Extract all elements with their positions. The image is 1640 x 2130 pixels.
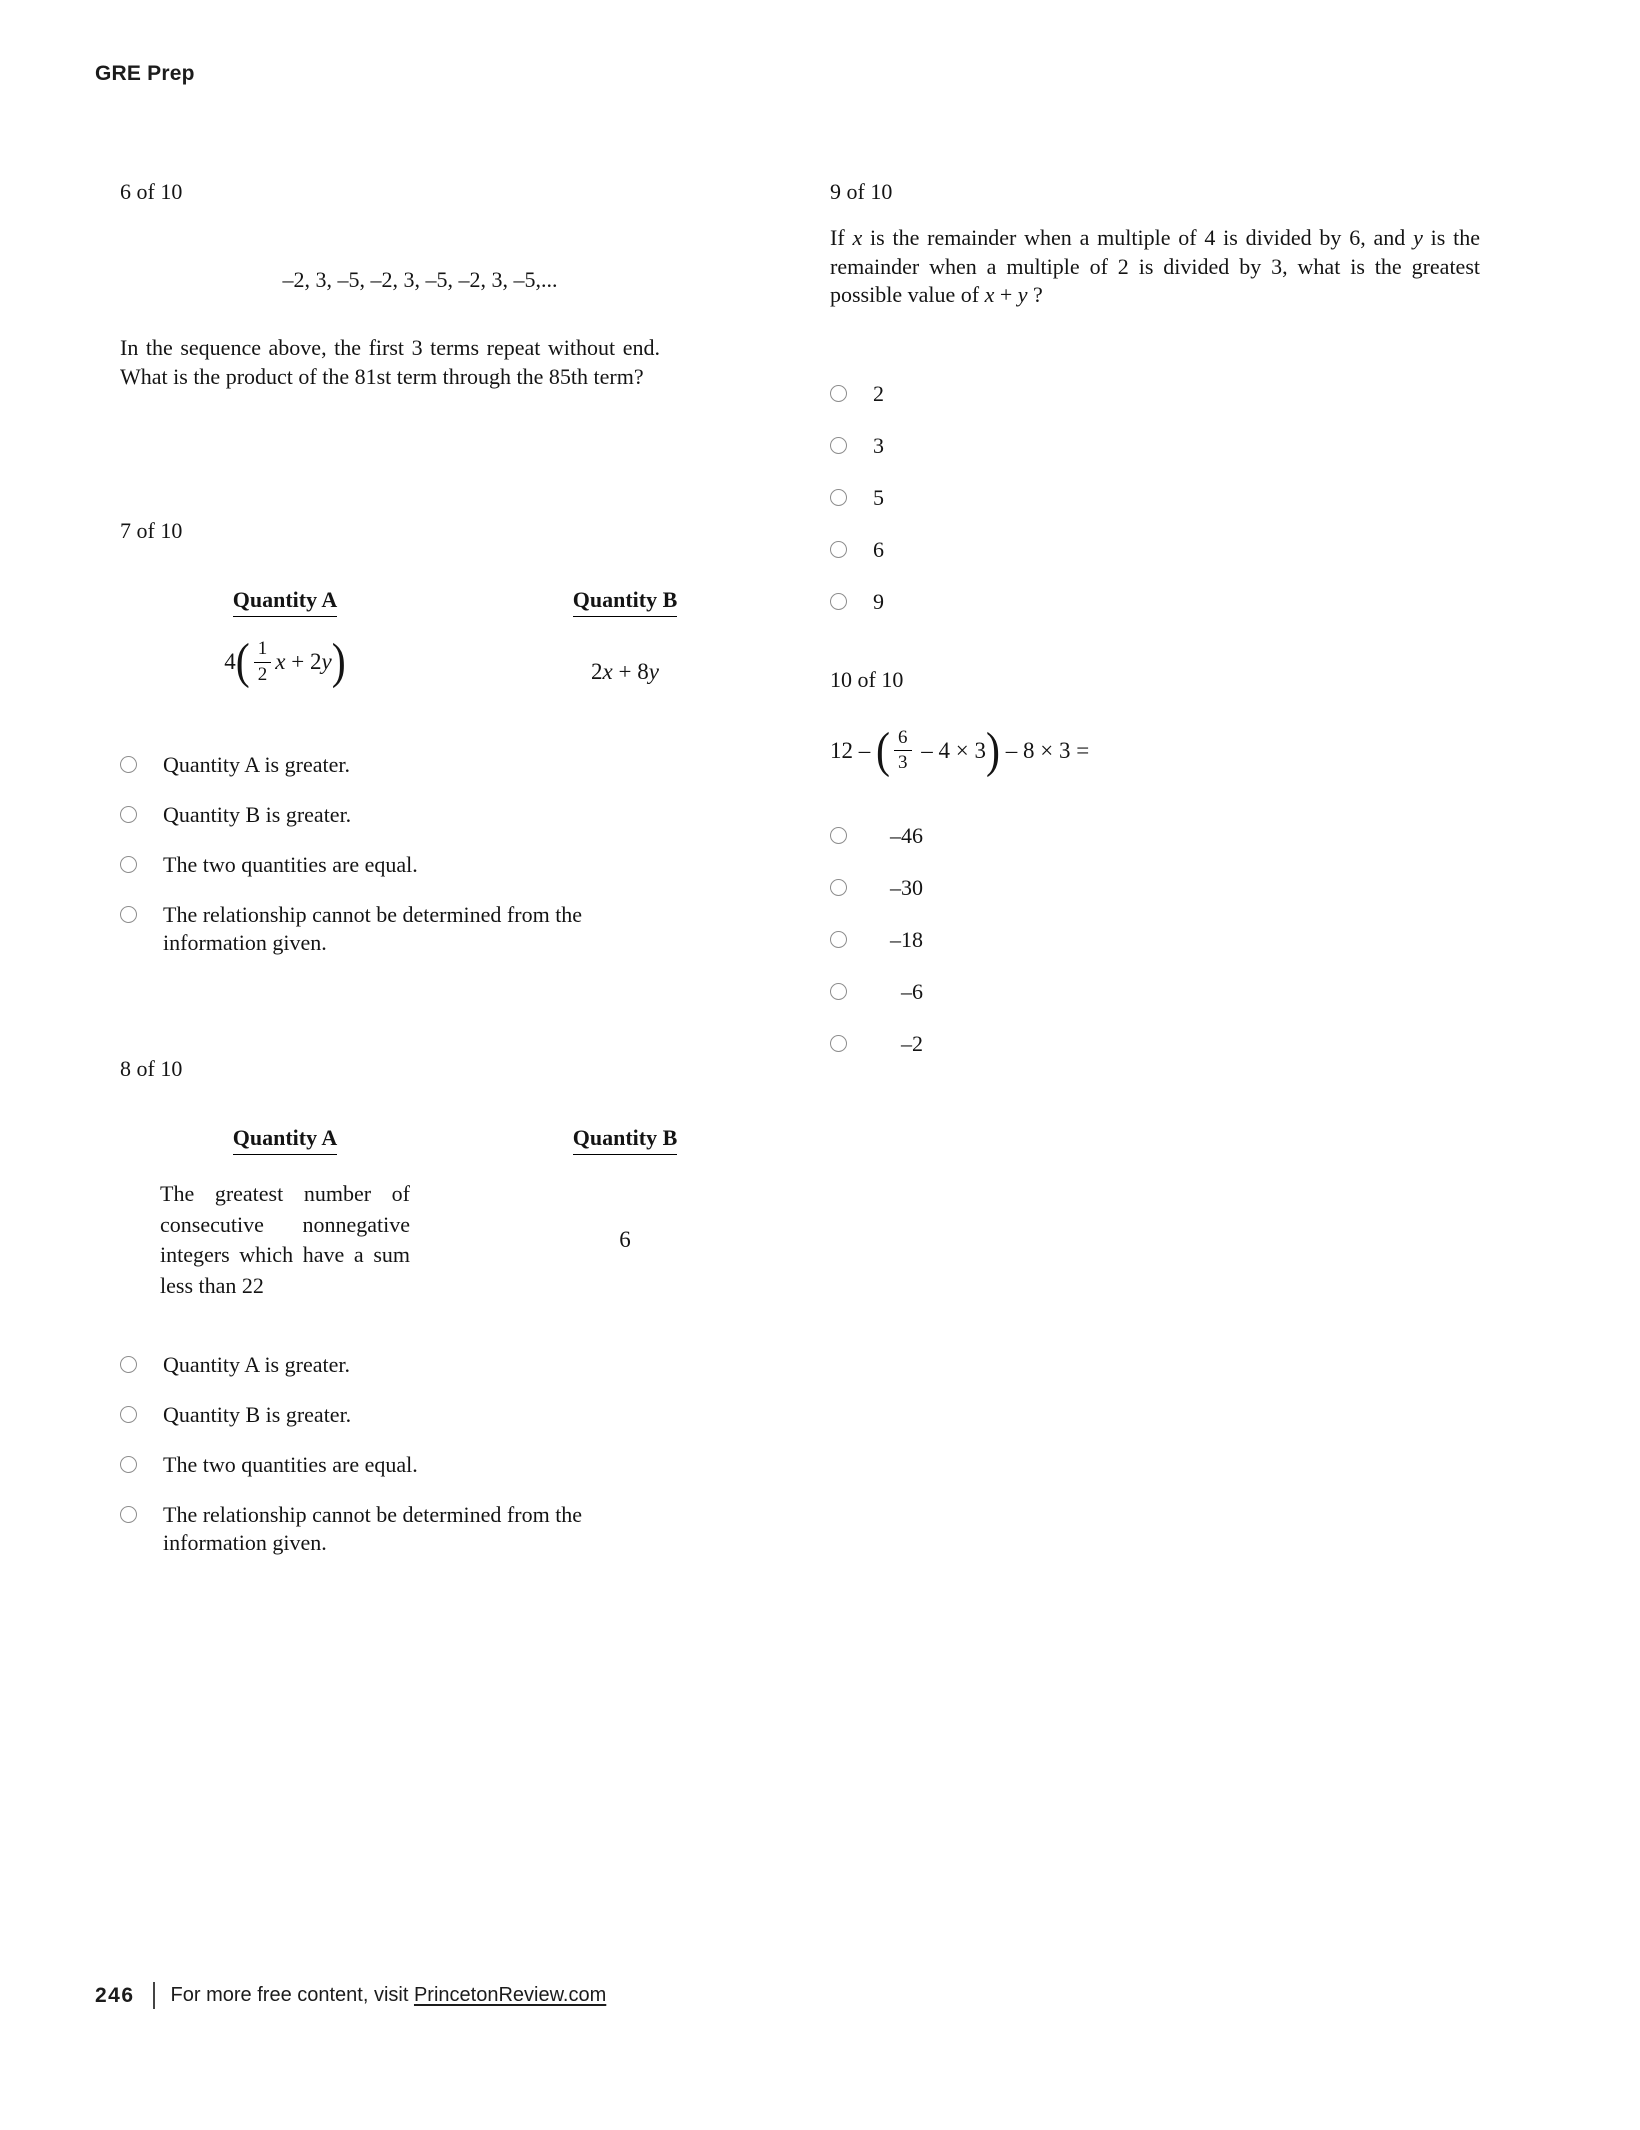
math-variable: y bbox=[1413, 225, 1423, 250]
quantity-a-column bbox=[120, 634, 450, 690]
close-paren: ) bbox=[985, 723, 1000, 778]
radio-button[interactable] bbox=[830, 385, 847, 402]
quantity-b-value: 6 bbox=[619, 1227, 631, 1253]
option-label: –18 bbox=[890, 926, 923, 952]
prompt-text: is the remainder when a multiple of 4 is divided by 6, and bbox=[862, 225, 1414, 250]
radio-button[interactable] bbox=[830, 541, 847, 558]
answer-option bbox=[830, 432, 1490, 460]
radio-button[interactable] bbox=[120, 856, 137, 873]
option-label: The two quantities are equal. bbox=[163, 852, 418, 878]
math-variable: x bbox=[984, 282, 995, 307]
page-footer bbox=[95, 1982, 606, 2009]
answer-option bbox=[120, 751, 775, 779]
answer-option bbox=[830, 926, 1490, 954]
radio-button[interactable] bbox=[120, 756, 137, 773]
radio-button[interactable] bbox=[120, 906, 137, 923]
answer-option bbox=[120, 1401, 775, 1429]
answer-option bbox=[830, 380, 1490, 408]
quantity-b-header: Quantity B bbox=[573, 587, 678, 617]
math-text: 12 – bbox=[830, 737, 876, 763]
answer-option bbox=[120, 1451, 775, 1479]
radio-button[interactable] bbox=[830, 593, 847, 610]
radio-button[interactable] bbox=[830, 931, 847, 948]
question-9-section bbox=[830, 178, 1490, 616]
radio-button[interactable] bbox=[830, 437, 847, 454]
option-label: –30 bbox=[890, 874, 923, 900]
footer-link[interactable]: PrincetonReview.com bbox=[413, 1984, 607, 2006]
answer-option bbox=[830, 484, 1490, 512]
math-variable: x bbox=[602, 659, 613, 684]
math-text: + 2 bbox=[285, 649, 322, 675]
math-text: – 8 × 3 = bbox=[999, 737, 1090, 763]
fraction-numerator: 6 bbox=[894, 728, 912, 752]
quantity-a-text: The greatest number of consecutive nonnegative integers which have a sum less than 22 bbox=[160, 1181, 410, 1298]
math-variable: y bbox=[321, 649, 332, 675]
option-label: 6 bbox=[873, 536, 884, 562]
question-10-section bbox=[830, 666, 1490, 1058]
expression bbox=[830, 723, 1090, 778]
question-7-section bbox=[120, 517, 775, 957]
footer-divider bbox=[153, 1982, 155, 2009]
quantity-values bbox=[120, 1179, 775, 1301]
option-label: Quantity B is greater. bbox=[163, 1402, 352, 1428]
question-number: 7 of 10 bbox=[120, 518, 183, 543]
radio-button[interactable] bbox=[830, 1035, 847, 1052]
quantity-headers bbox=[120, 1125, 775, 1155]
sequence-text: –2, 3, –5, –2, 3, –5, –2, 3, –5,... bbox=[282, 267, 558, 292]
quantity-b-column bbox=[520, 1179, 730, 1253]
fraction-denominator: 2 bbox=[257, 663, 268, 685]
open-paren: ( bbox=[876, 723, 890, 778]
radio-button[interactable] bbox=[830, 827, 847, 844]
quantity-a-header: Quantity A bbox=[233, 587, 338, 617]
radio-button[interactable] bbox=[120, 1356, 137, 1373]
answer-options bbox=[120, 1351, 775, 1557]
question-prompt bbox=[830, 224, 1480, 310]
quantity-a-column bbox=[120, 1179, 450, 1301]
open-paren: ( bbox=[235, 634, 250, 690]
fraction-numerator: 1 bbox=[254, 639, 272, 663]
fraction bbox=[894, 728, 912, 774]
option-label: 2 bbox=[873, 380, 884, 406]
option-label: 5 bbox=[873, 484, 884, 510]
prompt-text: ? bbox=[1027, 282, 1043, 307]
question-8-section bbox=[120, 1055, 775, 1557]
option-label: Quantity B is greater. bbox=[163, 802, 352, 828]
answer-option bbox=[120, 801, 775, 829]
answer-options bbox=[830, 822, 1490, 1058]
close-paren: ) bbox=[331, 634, 346, 690]
math-variable: x bbox=[852, 225, 863, 250]
radio-button[interactable] bbox=[830, 879, 847, 896]
page-number: 246 bbox=[95, 1983, 135, 2007]
prompt-text: is the remainder when a multiple of 2 is divided by 3, what is the greatest possible value of bbox=[830, 225, 1481, 307]
option-label: The relationship cannot be determined from the information given. bbox=[163, 1502, 583, 1556]
radio-button[interactable] bbox=[830, 983, 847, 1000]
radio-button[interactable] bbox=[830, 489, 847, 506]
quantity-values bbox=[120, 634, 775, 690]
question-prompt: In the sequence above, the first 3 terms repeat without end. What is the product of the 81st term through the 85th term? bbox=[120, 335, 660, 389]
quantity-headers bbox=[120, 587, 775, 617]
math-expression bbox=[830, 723, 1490, 778]
answer-option bbox=[830, 874, 1490, 902]
question-number: 10 of 10 bbox=[830, 666, 904, 692]
answer-options bbox=[830, 380, 1490, 616]
answer-option bbox=[830, 1030, 1490, 1058]
answer-option bbox=[120, 1351, 775, 1379]
option-label: –2 bbox=[901, 1030, 923, 1056]
fraction bbox=[254, 639, 272, 685]
answer-option bbox=[120, 851, 775, 879]
left-column bbox=[120, 178, 775, 1579]
option-label: The two quantities are equal. bbox=[163, 1452, 418, 1478]
math-text: 2 bbox=[591, 659, 603, 684]
quantity-a-expression bbox=[224, 634, 346, 690]
question-6-section bbox=[120, 178, 775, 391]
prompt-text: If bbox=[830, 225, 853, 250]
answer-option bbox=[830, 536, 1490, 564]
question-number: 9 of 10 bbox=[830, 179, 893, 204]
option-label: –46 bbox=[890, 822, 923, 848]
answer-option bbox=[830, 822, 1490, 850]
option-label: –6 bbox=[901, 978, 923, 1004]
footer-text bbox=[171, 1984, 607, 2007]
quantity-b-expression bbox=[591, 659, 659, 684]
quantity-a-header: Quantity A bbox=[233, 1125, 338, 1155]
answer-options bbox=[120, 751, 775, 957]
math-text: – 4 × 3 bbox=[915, 737, 986, 763]
math-coefficient: 4 bbox=[224, 649, 236, 675]
footer-prefix: For more free content, visit bbox=[170, 1984, 414, 2006]
option-label: Quantity A is greater. bbox=[163, 1352, 350, 1378]
fraction-denominator: 3 bbox=[898, 752, 908, 774]
answer-option bbox=[830, 978, 1490, 1006]
math-variable: y bbox=[648, 659, 659, 684]
option-label: Quantity A is greater. bbox=[163, 752, 350, 778]
answer-option bbox=[830, 588, 1490, 616]
option-label: The relationship cannot be determined from the information given. bbox=[163, 902, 583, 956]
radio-button[interactable] bbox=[120, 806, 137, 823]
quantity-b-header: Quantity B bbox=[573, 1125, 678, 1155]
option-label: 9 bbox=[873, 588, 884, 614]
prompt-text: + bbox=[994, 282, 1018, 307]
question-number: 8 of 10 bbox=[120, 1056, 183, 1082]
radio-button[interactable] bbox=[120, 1406, 137, 1423]
radio-button[interactable] bbox=[120, 1506, 137, 1523]
brand-header: GRE Prep bbox=[95, 62, 195, 85]
answer-option bbox=[120, 901, 775, 957]
question-number: 6 of 10 bbox=[120, 179, 183, 204]
quantity-b-column bbox=[520, 587, 730, 617]
math-text: + 8 bbox=[612, 659, 649, 684]
radio-button[interactable] bbox=[120, 1456, 137, 1473]
quantity-a-column bbox=[120, 1125, 450, 1155]
answer-option bbox=[120, 1501, 775, 1557]
math-variable: y bbox=[1017, 282, 1028, 307]
quantity-b-column bbox=[520, 1125, 730, 1155]
quantity-a-column bbox=[120, 587, 450, 617]
math-variable: x bbox=[275, 649, 286, 675]
quantity-b-column bbox=[520, 641, 730, 687]
option-label: 3 bbox=[873, 432, 884, 458]
right-column bbox=[830, 178, 1490, 1082]
